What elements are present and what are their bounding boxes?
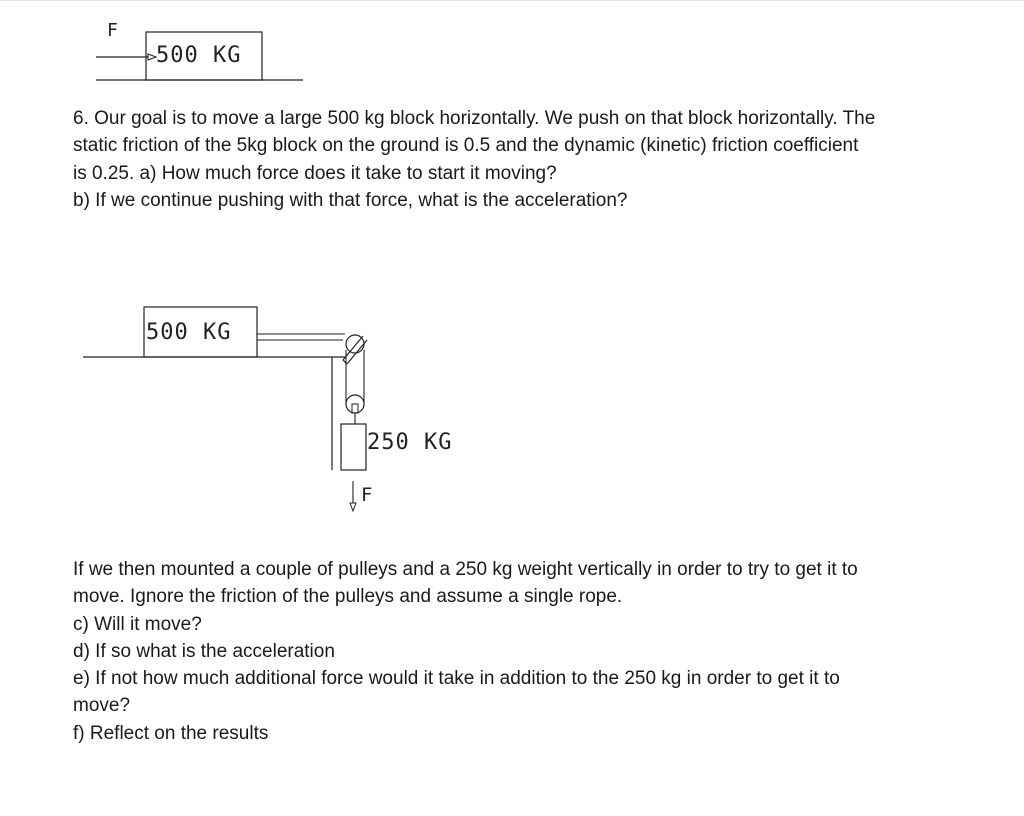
down-force-head [350,503,356,511]
lower-pulley-hook [352,404,358,413]
problem-line: is 0.25. a) How much force does it take to start it moving? [73,162,557,184]
force-label-f: F [107,20,118,41]
problem-line: 6. Our goal is to move a large 500 kg block horizontally. We push on that block horizontally. The [73,108,876,129]
weight-250kg-outline [341,424,366,470]
block-label-500kg: 500 KG [146,320,232,345]
followup-questions-text [73,556,858,747]
followup-line: If we then mounted a couple of pulleys and a 250 kg weight vertically in order to try to get it to [73,559,858,580]
question-f: f) Reflect on the results [73,722,269,744]
question-e-continued: move? [73,695,131,717]
problem-line: b) If we continue pushing with that force, what is the acceleration? [73,189,628,211]
block-label-500kg: 500 KG [156,43,242,68]
question-d: d) If so what is the acceleration [73,640,335,662]
problem-line: static friction of the 5kg block on the ground is 0.5 and the dynamic (kinetic) friction coefficient [73,135,859,157]
followup-line: move. Ignore the friction of the pulleys and assume a single rope. [73,586,623,608]
question-c: c) Will it move? [73,613,202,635]
weight-label-250kg: 250 KG [367,430,453,455]
force-label-f: F [361,484,373,506]
question-e: e) If not how much additional force would it take in addition to the 250 kg in order to get it to [73,668,840,690]
